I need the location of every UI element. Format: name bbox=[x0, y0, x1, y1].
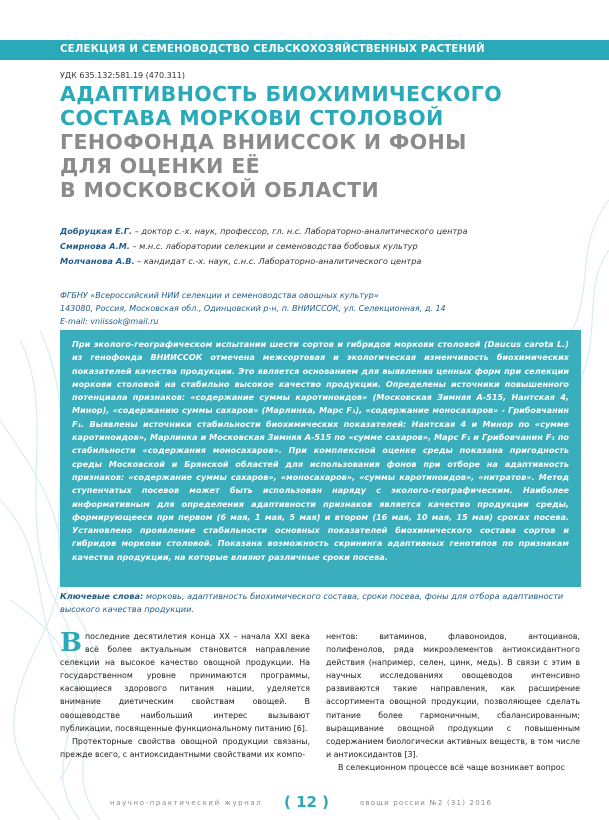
body-paragraph: В селекционном процессе всё чаще возникает вопрос bbox=[338, 762, 565, 772]
title-line-2: СОСТАВА МОРКОВИ СТОЛОВОЙ bbox=[60, 106, 444, 130]
article-title bbox=[60, 82, 580, 202]
title-line-4: ДЛЯ ОЦЕНКИ ЕЁ bbox=[60, 154, 261, 178]
section-header-bar: СЕЛЕКЦИЯ И СЕМЕНОВОДСТВО СЕЛЬСКОХОЗЯЙСТВЕННЫХ РАСТЕНИЙ bbox=[0, 40, 609, 60]
body-column-right bbox=[326, 630, 580, 774]
affiliation-block bbox=[60, 289, 580, 328]
page-footer bbox=[0, 793, 609, 815]
keywords bbox=[60, 590, 581, 615]
body-paragraph: Протекторные свойства овощной продукции связаны, прежде всего, с антиоксидантными свойствами их компо- bbox=[60, 736, 310, 759]
affiliation-org: ФГБНУ «Всероссийский НИИ селекции и семеноводства овощных культур» bbox=[60, 291, 379, 300]
affiliation-email[interactable]: E-mail: vniissok@mail.ru bbox=[60, 317, 159, 326]
authors-block bbox=[60, 224, 580, 269]
paragraph-text: последние десятилетия конца XX – начала XXI века всё более актуальным становится направление селекции на высокое качество овощной продукции. На государственном уровне принимаются программы, касающиеся здорового питания нации, уделяется внимание диетическим свойствам овощей. В овощеводстве наибольший интерес вызывают публикации, посвященные функциональному питанию [6]. bbox=[60, 632, 310, 733]
udc-code: УДК 635.132:581.19 (470.311) bbox=[60, 71, 185, 80]
affiliation-address: 143080, Россия, Московская обл., Одинцовский р-н, п. ВНИИССОК, ул. Селекционная, д. 14 bbox=[60, 304, 446, 313]
body-paragraph: нентов: витаминов, флавоноидов, антоцианов, полифенолов, ряда микроэлементов антиоксидантного действия (например, селен, цинк, медь). В связи с этим в научных исследованиях овощеводов интенсивно развиваются такие направления, как расширение ассортимента овощной продукции, позволяющее сделать питание более гармоничным, сбалансированным; выращивание овощной продукции с повышенным содержанием биологически активных веществ, в том числе и антиоксидантов [3]. bbox=[326, 632, 580, 759]
author-description: – м.н.с. лаборатории селекции и семеноводства бобовых культур bbox=[129, 241, 418, 251]
body-column-left bbox=[60, 630, 310, 761]
journal-issue: овощи россии №2 (31) 2016 bbox=[360, 799, 493, 807]
author-1 bbox=[60, 224, 580, 239]
author-3 bbox=[60, 254, 580, 269]
keywords-text: морковь, адаптивность биохимического состава, сроки посева, фоны для отбора адаптивности высокого качества продукции. bbox=[60, 591, 564, 614]
abstract-box: При эколого-географическом испытании шести сортов и гибридов моркови столовой (Daucus carota L.) из генофонда ВНИИССОК отмечена межсортовая и экологическая изменчивость биохимических показателей качества продукции. Это является основанием для выявления ценных форм при селекции моркови столовой на стабильно высокое качество продукции. Определены источники повышенного потенциала признаков: «содержание суммы каротиноидов» (Московская Зимняя А-515, Нантская 4, Минор), «содержанию суммы сахаров» (Марлинка, Марс F₁), «содержание моносахаров» - Грибовчанин F₁. Выявлены источники стабильности биохимических показателей: Нантская 4 и Минор по «сумме каротиноидов», Марлинка и Московская Зимняя А-515 по «сумме сахаров», Марс F₁ и Грибовчанин F₁ по стабильности «содержания моносахаров». При комплексной оценке среды показана пригодность среды Московской и Брянской областей для использования фонов при отборе на адаптивность признаков: «содержание суммы сахаров», «моносахаров», «суммы каротиноидов», «нитратов». Метод ступенчатых посевов может быть использован наряду с эколого-географическим. Наиболее информативным для определения адаптивности признаков является качество продукции среды, формирующееся при первом (6 мая, 1 мая, 5 мая) и втором (16 мая, 10 мая, 15 мая) сроках посева. Установлено проявление стабильности основных показателей биохимического состава сортов и гибридов моркови столовой. Показана возможность скрининга адаптивных генотипов по признакам качества продукции, на которые влияют различные сроки посева. bbox=[60, 330, 581, 587]
title-line-3: ГЕНОФОНДА ВНИИССОК И ФОНЫ bbox=[60, 130, 467, 154]
author-name: Добруцкая Е.Г. bbox=[60, 226, 133, 236]
page-number: ( 12 ) bbox=[284, 793, 330, 811]
drop-cap: В bbox=[60, 628, 82, 658]
journal-type: научно-практический журнал bbox=[110, 799, 263, 807]
title-line-5: В МОСКОВСКОЙ ОБЛАСТИ bbox=[60, 178, 380, 202]
author-name: Молчанова А.В. bbox=[60, 256, 135, 266]
author-description: – доктор с.-х. наук, профессор, гл. н.с. Лабораторно-аналитического центра bbox=[132, 226, 468, 236]
title-line-1: АДАПТИВНОСТЬ БИОХИМИЧЕСКОГО bbox=[60, 82, 503, 106]
author-description: – кандидат с.-х. наук, с.н.с. Лабораторно-аналитического центра bbox=[134, 256, 422, 266]
author-name: Смирнова А.М. bbox=[60, 241, 130, 251]
author-2 bbox=[60, 239, 580, 254]
keywords-label: Ключевые слова: bbox=[60, 591, 144, 601]
body-paragraph bbox=[60, 630, 310, 735]
